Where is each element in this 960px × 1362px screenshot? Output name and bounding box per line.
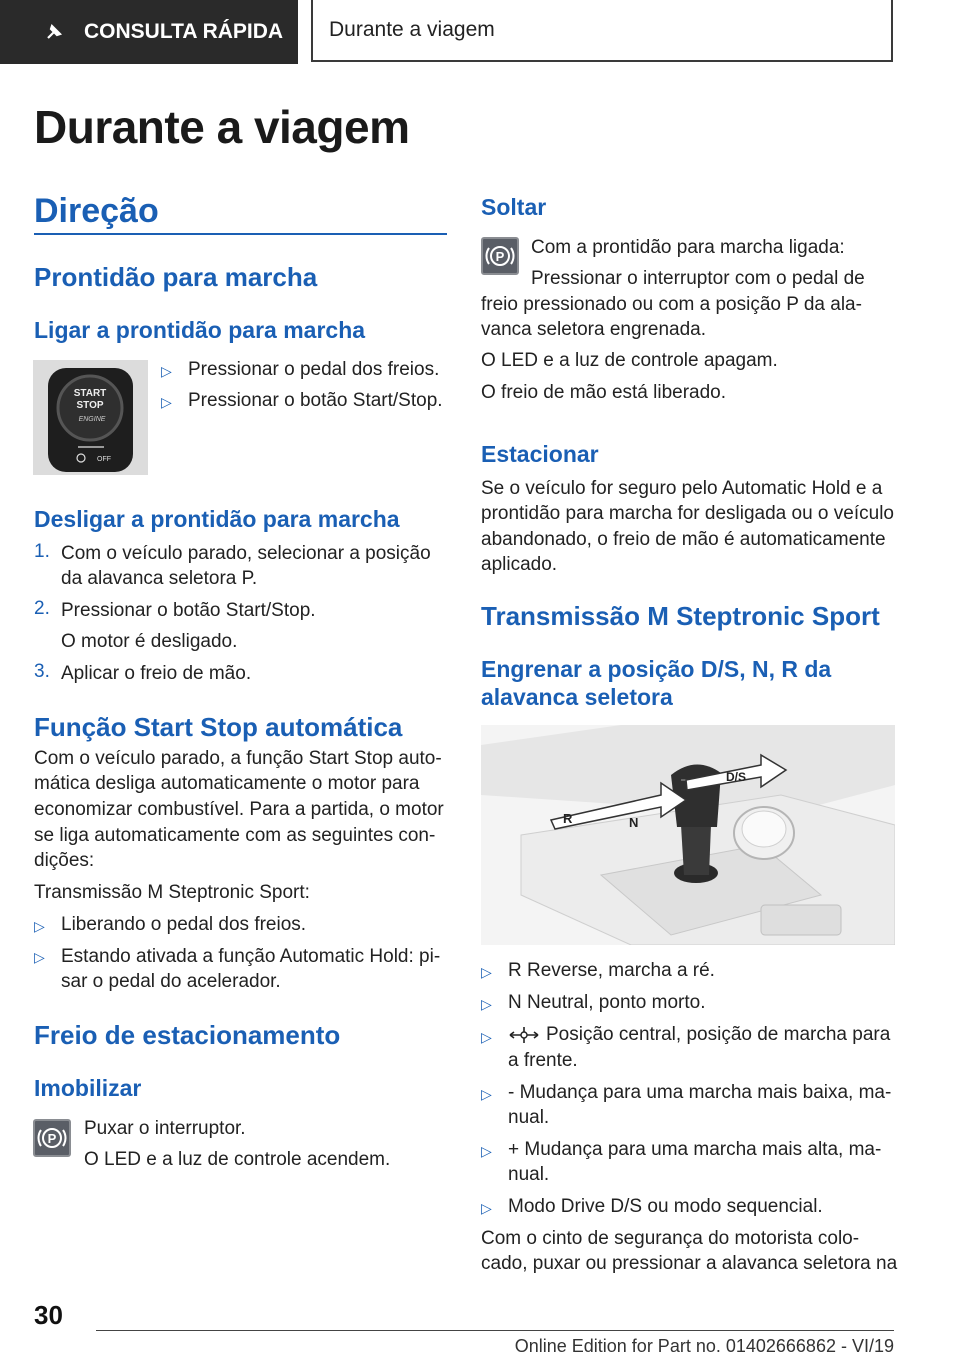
bullet-triangle-icon: ▷ (34, 918, 45, 934)
soltar-text: vanca seletora engrenada. (481, 319, 706, 340)
imobilizar-text: O LED e a luz de controle acendem. (84, 1149, 391, 1170)
svg-text:P: P (47, 1131, 57, 1146)
pin-icon (44, 22, 64, 42)
section-tab-label: Durante a viagem (329, 18, 495, 41)
section-divider (34, 233, 447, 235)
heading-engrenar-cont: alavanca seletora (481, 684, 673, 710)
subsection-title-funcao: Função Start Stop automática (34, 712, 403, 742)
center-position-icon (508, 1025, 540, 1045)
estacionar-text: abandonado, o freio de mão é automaticamente (481, 529, 886, 550)
paragraph-line: Com o veículo parado, a função Start Stop auto- (34, 748, 442, 769)
bullet-triangle-icon: ▷ (481, 996, 492, 1012)
subsection-title-transmissao: Transmissão M Steptronic Sport (481, 601, 880, 631)
gear-label-n: N (629, 815, 639, 830)
quick-reference-tab[interactable] (0, 0, 298, 64)
parking-brake-icon (481, 237, 519, 275)
list-item-cont: sar o pedal do acelerador. (61, 971, 281, 992)
step-number: 3. (34, 661, 50, 682)
gear-selector-image (481, 725, 895, 945)
section-title-direcao: Direção (34, 192, 159, 230)
bullet-triangle-icon: ▷ (481, 964, 492, 980)
soltar-text: Pressionar o interruptor com o pedal de (531, 268, 865, 289)
svg-text:P: P (495, 249, 505, 264)
gear-list-item: Modo Drive D/S ou modo sequencial. (508, 1196, 823, 1217)
step-text-cont: O motor é desligado. (61, 631, 238, 652)
closing-text: cado, puxar ou pressionar a alavanca seletora na (481, 1253, 898, 1274)
gear-label-ds: D/S (726, 770, 747, 784)
estacionar-text: aplicado. (481, 554, 558, 575)
bullet-triangle-icon: ▷ (481, 1143, 492, 1159)
step-text: Com o veículo parado, selecionar a posição (61, 543, 431, 564)
paragraph-line: economizar combustível. Para a partida, o motor (34, 799, 444, 820)
soltar-text: Com a prontidão para marcha ligada: (531, 237, 845, 258)
heading-estacionar: Estacionar (481, 441, 599, 467)
gear-list-item-cont: a frente. (508, 1050, 578, 1071)
start-label: START (73, 388, 107, 399)
bullet-triangle-icon: ▷ (481, 1200, 492, 1216)
paragraph-line: dições: (34, 850, 95, 871)
list-item: Estando ativada a função Automatic Hold: pi- (61, 946, 441, 967)
section-tab[interactable] (311, 0, 893, 62)
step-text-cont: da alavanca seletora P. (61, 568, 258, 589)
gear-list-item-cont: nual. (508, 1164, 550, 1185)
subsection-title-freio: Freio de estacionamento (34, 1020, 341, 1050)
step-text: Pressionar o botão Start/Stop. (61, 600, 316, 621)
list-item: Liberando o pedal dos freios. (61, 914, 307, 935)
bullet-triangle-icon: ▷ (161, 394, 172, 410)
gear-list-item: R Reverse, marcha a ré. (508, 960, 715, 981)
gear-list-item-cont: nual. (508, 1107, 550, 1128)
step-text: Aplicar o freio de mão. (61, 663, 252, 684)
heading-imobilizar: Imobilizar (34, 1075, 142, 1101)
step-number: 2. (34, 598, 50, 619)
bullet-triangle-icon: ▷ (481, 1029, 492, 1045)
soltar-text: freio pressionado ou com a posição P da ala- (481, 294, 862, 315)
list-item: Pressionar o pedal dos freios. (188, 359, 440, 380)
heading-desligar: Desligar a prontidão para marcha (34, 506, 400, 532)
soltar-text: O freio de mão está liberado. (481, 382, 727, 403)
paragraph-line: se liga automaticamente com as seguintes con- (34, 825, 436, 846)
closing-text: Com o cinto de segurança do motorista colo- (481, 1228, 860, 1249)
off-label: OFF (97, 456, 111, 463)
page-number: 30 (34, 1300, 63, 1330)
bullet-triangle-icon: ▷ (34, 949, 45, 965)
stop-label: STOP (76, 400, 104, 411)
subsection-title-prontidao: Prontidão para marcha (34, 262, 318, 292)
list-item: Pressionar o botão Start/Stop. (188, 390, 443, 411)
bullet-triangle-icon: ▷ (161, 363, 172, 379)
imobilizar-text: Puxar o interruptor. (84, 1118, 246, 1139)
heading-ligar: Ligar a prontidão para marcha (34, 317, 366, 343)
gear-list-item: N Neutral, ponto morto. (508, 992, 706, 1013)
bullet-triangle-icon: ▷ (481, 1086, 492, 1102)
engine-label: ENGINE (78, 416, 106, 423)
estacionar-text: prontidão para marcha for desligada ou o veículo (481, 503, 894, 524)
soltar-text: O LED e a luz de controle apagam. (481, 350, 778, 371)
gear-label-r: R (563, 811, 573, 826)
quick-reference-label: CONSULTA RÁPIDA (84, 20, 284, 43)
start-stop-button-image (33, 360, 148, 475)
footer-divider (96, 1330, 894, 1331)
step-number: 1. (34, 541, 50, 562)
paragraph-line: mática desliga automaticamente o motor para (34, 773, 420, 794)
estacionar-text: Se o veículo for seguro pelo Automatic Hold e a (481, 478, 883, 499)
heading-engrenar: Engrenar a posição D/S, N, R da (481, 656, 832, 682)
footer-edition: Online Edition for Part no. 01402666862 - VI/19 (514, 1336, 894, 1356)
parking-brake-icon (33, 1119, 71, 1157)
heading-soltar: Soltar (481, 194, 547, 220)
gear-list-item: - Mudança para uma marcha mais baixa, ma- (508, 1082, 892, 1103)
gear-list-item: Posição central, posição de marcha para (546, 1024, 891, 1045)
page-title: Durante a viagem (34, 101, 410, 153)
transmission-label: Transmissão M Steptronic Sport: (34, 882, 310, 903)
gear-list-item: + Mudança para uma marcha mais alta, ma- (508, 1139, 882, 1160)
